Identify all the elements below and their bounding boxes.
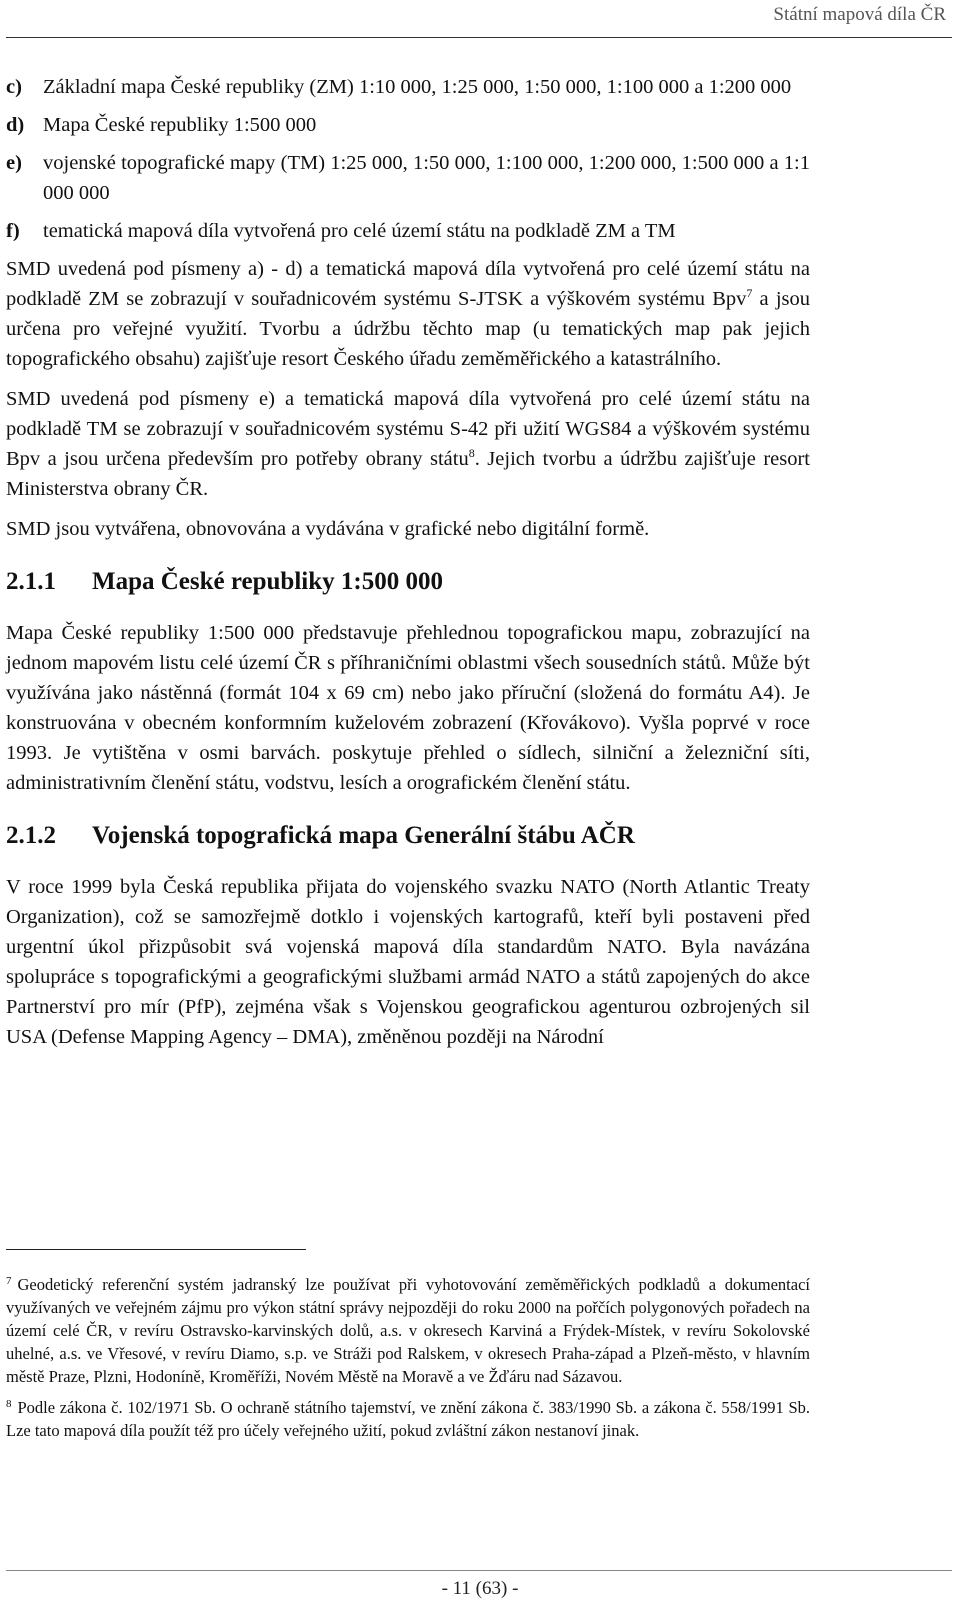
paragraph-text: . Jejich tvorbu a údržbu zajišťuje resort Ministerstva obrany ČR.	[6, 448, 810, 500]
list-text: Mapa České republiky 1:500 000	[43, 114, 317, 136]
list-item	[6, 110, 810, 140]
list-item	[6, 148, 810, 208]
footnote-number: 8	[6, 1398, 12, 1410]
section-number: 2.1.2	[6, 822, 56, 849]
paragraph-text: SMD uvedená pod písmeny a) - d) a tematická mapová díla vytvořená pro celé území státu na podkladě ZM se zobrazují v souřadnicovém systému S-JTSK a výškovém systému Bpv	[6, 258, 810, 310]
section-number: 2.1.1	[6, 568, 56, 595]
list-text: tematická mapová díla vytvořená pro celé území státu na podkladě ZM a TM	[43, 220, 676, 242]
section-body-2-1-2: V roce 1999 byla Česká republika přijata do vojenského svazku NATO (North Atlantic Treaty Organization), což se samozřejmě dotklo i vojenských kartografů, kteří byli postaveni před urgentní úkol přizpůsobit svá vojenská mapová díla standardům NATO. Byla navázána spolupráce s topografickými a geografickými službami armád NATO a států zapojených do akce Partnerství pro mír (PfP), zejména však s Vojenskou geografickou agenturou ozbrojených sil USA (Defense Mapping Agency – DMA), změněnou později na Národní	[6, 876, 810, 1048]
list-text: Základní mapa České republiky (ZM) 1:10 000, 1:25 000, 1:50 000, 1:100 000 a 1:200 000	[43, 76, 792, 98]
paragraph-text: SMD uvedená pod písmeny e) a tematická mapová díla vytvořená pro celé území státu na podkladě TM se zobrazují v souřadnicovém systému S-42 při užití WGS84 a výškovém systému Bpv a jsou určena především pro potřeby obrany státu	[6, 388, 810, 470]
list-item	[6, 72, 810, 102]
paragraph-smd-forms: SMD jsou vytvářena, obnovována a vydávána v grafické nebo digitální formě.	[6, 518, 650, 540]
section-title: Vojenská topografická mapa Generální štábu AČR	[92, 822, 635, 849]
main-content	[6, 72, 810, 1062]
section-heading-2-1-2	[6, 820, 810, 852]
paragraph-smd-e	[6, 384, 810, 504]
footnote-7	[6, 1273, 810, 1388]
paragraph-text: a jsou určena pro veřejné využití. Tvorbu a údržbu těchto map (u tematických map pak jejich topografického obsahu) zajišťuje resort Českého úřadu zeměměřického a katastrálního.	[6, 288, 810, 370]
list-text: vojenské topografické mapy (TM) 1:25 000, 1:50 000, 1:100 000, 1:200 000, 1:500 000 a 1:1 000 000	[43, 152, 810, 204]
footer-rule	[6, 1570, 952, 1571]
list-marker: d)	[6, 114, 25, 136]
footnote-number: 7	[6, 1275, 12, 1287]
list-item	[6, 216, 810, 246]
footnote-ref-8[interactable]: 8	[468, 446, 475, 460]
page-number: - 11 (63) -	[441, 1578, 519, 1599]
paragraph-smd-a-d	[6, 254, 810, 374]
header-rule	[6, 37, 952, 38]
footnote-8	[6, 1396, 810, 1442]
section-title: Mapa České republiky 1:500 000	[92, 568, 443, 595]
running-header: Státní mapová díla ČR	[773, 4, 946, 25]
section-heading-2-1-1	[6, 566, 810, 598]
list-marker: c)	[6, 76, 22, 98]
footnotes	[6, 1273, 810, 1450]
footnote-ref-7[interactable]: 7	[746, 286, 753, 300]
list-marker: f)	[6, 220, 20, 242]
footnote-separator	[6, 1249, 306, 1250]
list-marker: e)	[6, 152, 22, 174]
footnote-text: Geodetický referenční systém jadranský lze používat při vyhotovování zeměměřických podkladů a dokumentací využívaných ve veřejném zájmu pro výkon státní správy nejpozději do roku 2000 na pořčích polygonových pořadech na území celé ČR, v revíru Ostravsko-karvinských dolů, a.s. v okresech Karviná a Frýdek-Místek, v revíru Sokolovské uhelné, a.s. ve Vřesové, v revíru Diamo, s.p. ve Stráži pod Ralskem, v okresech Praha-západ a Plzeň-město, v hlavním městě Praze, Plzni, Hodoníně, Kroměříži, Novém Městě na Moravě a ve Žďáru nad Sázavou.	[6, 1275, 810, 1386]
footnote-text: Podle zákona č. 102/1971 Sb. O ochraně státního tajemství, ve znění zákona č. 383/1990 Sb. a zákona č. 558/1991 Sb. Lze tato mapová díla použít též pro účely veřejného užití, pokud zvláštní zákon nestanoví jinak.	[6, 1398, 810, 1440]
section-body-2-1-1: Mapa České republiky 1:500 000 představuje přehlednou topografickou mapu, zobrazující na jednom mapovém listu celé území ČR s příhraničními oblastmi všech sousedních států. Může být využívána jako nástěnná (formát 104 x 69 cm) nebo jako příruční (složená do formátu A4). Je konstruována v obecném konformním kuželovém zobrazení (Křovákovo). Vyšla poprvé v roce 1993. Je vytištěna v osmi barvách. poskytuje přehled o sídlech, silniční a železniční síti, administrativním členění státu, vodstvu, lesích a orografickém členění státu.	[6, 622, 810, 794]
